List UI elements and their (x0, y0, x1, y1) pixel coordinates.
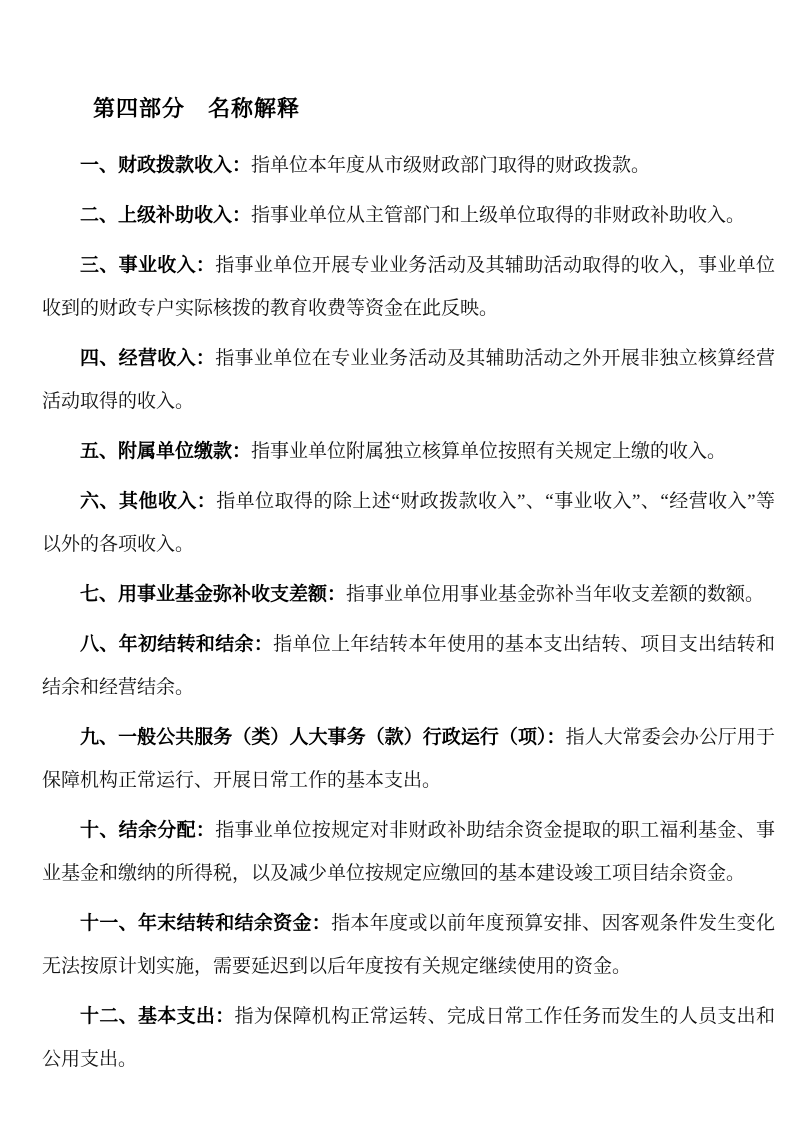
definition-text-6: 指单位取得的除上述“财政拨款收入”、“事业收入”、“经营收入”等以外的各项收入。 (42, 491, 775, 555)
term-label-9: 九、一般公共服务（类）人大事务（款）行政运行（项）： (80, 727, 566, 748)
definition-item-4 (42, 337, 775, 423)
term-label-11: 十一、年末结转和结余资金： (80, 913, 332, 934)
definition-text-10: 指事业单位按规定对非财政补助结余资金提取的职工福利基金、事业基金和缴纳的所得税，以及减少单位按规定应缴回的基本建设竣工项目结余资金。 (42, 820, 775, 884)
definition-item-1 (42, 144, 775, 187)
term-label-8: 八、年初结转和结余： (80, 634, 274, 655)
definition-text-7: 指事业单位用事业基金弥补当年收支差额的数额。 (346, 584, 765, 605)
term-label-5: 五、附属单位缴款： (80, 441, 252, 462)
definition-text-3: 指事业单位开展专业业务活动及其辅助活动取得的收入，事业单位收到的财政专户实际核拨的教育收费等资金在此反映。 (42, 255, 775, 319)
definition-text-1: 指单位本年度从市级财政部门取得的财政拨款。 (251, 155, 651, 176)
definition-item-10 (42, 809, 775, 895)
definition-text-12: 指为保障机构正常运转、完成日常工作任务而发生的人员支出和公用支出。 (42, 1006, 775, 1070)
term-label-6: 六、其他收入： (80, 491, 217, 512)
definition-text-9: 指人大常委会办公厅用于保障机构正常运行、开展日常工作的基本支出。 (42, 727, 775, 791)
definition-item-11 (42, 902, 775, 988)
term-label-7: 七、用事业基金弥补收支差额： (80, 584, 347, 605)
definition-item-5 (42, 430, 775, 473)
definition-text-11: 指本年度或以前年度预算安排、因客观条件发生变化无法按原计划实施，需要延迟到以后年度按有关规定继续使用的资金。 (42, 913, 775, 977)
definition-text-4: 指事业单位在专业业务活动及其辅助活动之外开展非独立核算经营活动取得的收入。 (42, 348, 775, 412)
term-label-3: 三、事业收入： (80, 255, 216, 276)
definition-item-12 (42, 995, 775, 1081)
definition-item-2 (42, 194, 775, 237)
definition-item-6 (42, 480, 775, 566)
definition-text-2: 指事业单位从主管部门和上级单位取得的非财政补助收入。 (251, 205, 746, 226)
definition-item-3 (42, 244, 775, 330)
definition-item-8 (42, 623, 775, 709)
term-label-12: 十二、基本支出： (80, 1006, 235, 1027)
page-title: 第四部分 名称解释 (93, 96, 301, 121)
term-label-1: 一、财政拨款收入： (80, 155, 252, 176)
definition-text-8: 指单位上年结转本年使用的基本支出结转、项目支出结转和结余和经营结余。 (42, 634, 775, 698)
term-label-4: 四、经营收入： (80, 348, 216, 369)
definition-text-5: 指事业单位附属独立核算单位按照有关规定上缴的收入。 (251, 441, 727, 462)
term-label-2: 二、上级补助收入： (80, 205, 252, 226)
definition-item-7 (42, 573, 775, 616)
term-label-10: 十、结余分配： (80, 820, 216, 841)
definition-item-9 (42, 716, 775, 802)
